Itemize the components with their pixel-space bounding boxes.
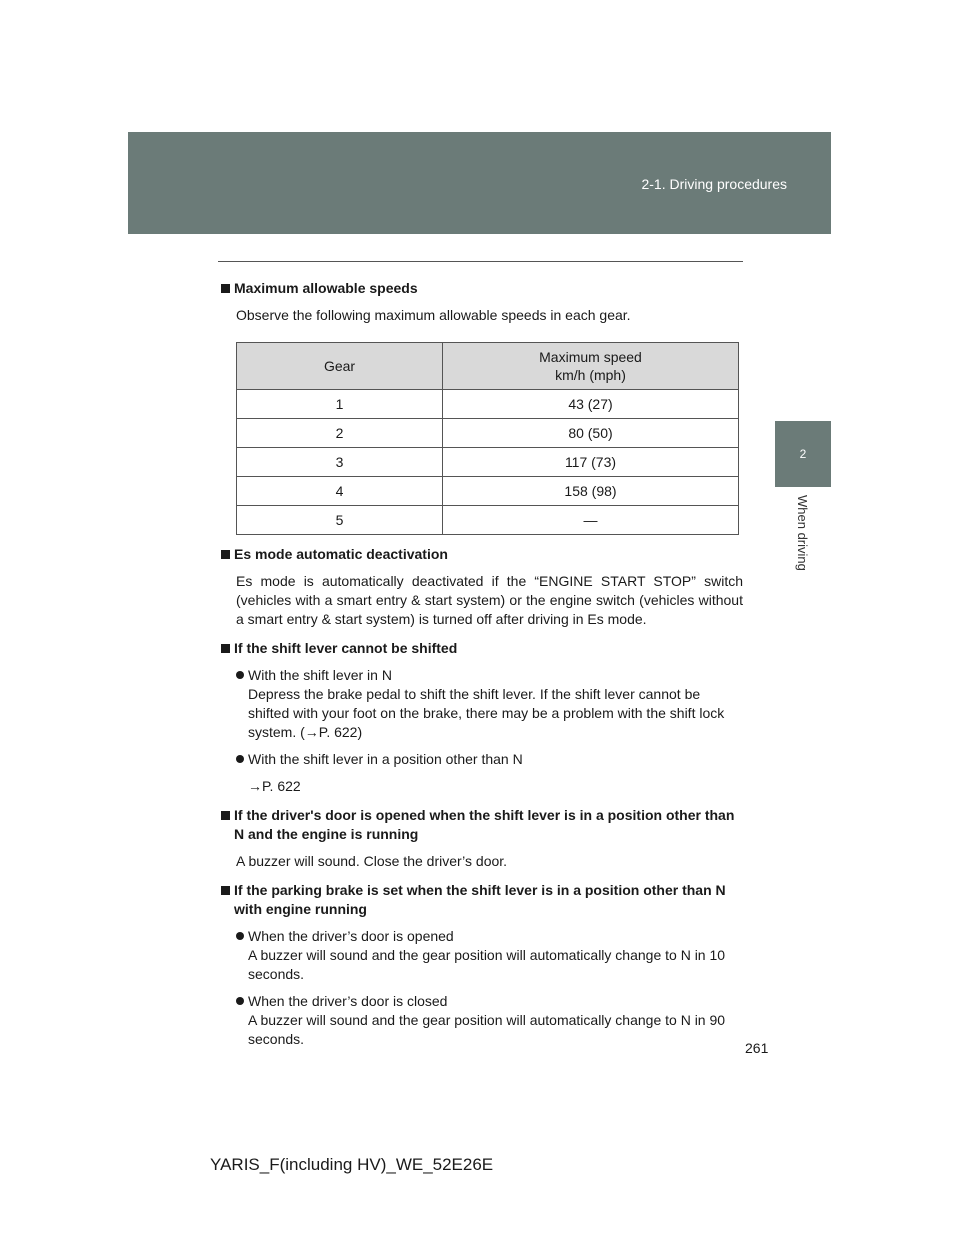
- table-cell-gear: 2: [237, 419, 443, 448]
- section-title-shift-lever: If the shift lever cannot be shifted: [218, 639, 743, 658]
- round-bullet-icon: [236, 755, 244, 763]
- table-row: [237, 390, 739, 419]
- section-title-driver-door: If the driver's door is opened when the shift lever is in a position other than N and the engine is running: [218, 806, 743, 844]
- bullet-title: When the driver’s door is opened: [248, 928, 454, 944]
- bullet-title: When the driver’s door is closed: [248, 993, 448, 1009]
- max-speeds-text: Observe the following maximum allowable speeds in each gear.: [236, 307, 631, 323]
- es-mode-text: Es mode is automatically deactivated if the “ENGINE START STOP” switch (vehicles with a smart entry & start system) or the engine switch (vehicles without a smart entry & start system) is turned off after driving in Es mode.: [236, 573, 743, 627]
- bullet-title: With the shift lever in N: [248, 667, 392, 683]
- table-cell-speed: —: [443, 506, 739, 535]
- table-cell-gear: 3: [237, 448, 443, 477]
- page-reference-link[interactable]: →P. 622: [248, 778, 301, 794]
- bullet-text: A buzzer will sound and the gear position will automatically change to N in 10 seconds.: [248, 947, 726, 982]
- page-content: [218, 279, 743, 1049]
- list-item: [236, 927, 743, 984]
- max-speed-table: [236, 342, 739, 535]
- table-cell-speed: 117 (73): [443, 448, 739, 477]
- table-header-row: [237, 343, 739, 390]
- header-band: [128, 132, 831, 234]
- table-row: [237, 419, 739, 448]
- list-item: [236, 750, 743, 769]
- table-header-speed-line1: Maximum speed: [539, 349, 642, 365]
- table-row: [237, 477, 739, 506]
- table-cell-gear: 4: [237, 477, 443, 506]
- driver-door-text: A buzzer will sound. Close the driver’s door.: [236, 853, 508, 869]
- chapter-tab: [775, 421, 831, 487]
- square-bullet-icon: [221, 284, 230, 293]
- section-title-es-mode: Es mode automatic deactivation: [218, 545, 743, 564]
- section-title-parking-brake: If the parking brake is set when the shift lever is in a position other than N with engine running: [218, 881, 743, 919]
- bullet-title: With the shift lever in a position other than N: [248, 751, 523, 767]
- square-bullet-icon: [221, 644, 230, 653]
- bullet-text: A buzzer will sound and the gear position will automatically change to N in 90 seconds.: [248, 1012, 726, 1047]
- table-cell-gear: 1: [237, 390, 443, 419]
- section-header-title: 2-1. Driving procedures: [641, 176, 787, 192]
- table-cell-gear: 5: [237, 506, 443, 535]
- table-row: [237, 448, 739, 477]
- square-bullet-icon: [221, 886, 230, 895]
- section-title-max-speeds: Maximum allowable speeds: [218, 279, 743, 298]
- table-header-speed-line2: km/h (mph): [555, 367, 626, 383]
- chapter-label: When driving: [795, 495, 810, 571]
- page-number: 261: [745, 1040, 769, 1056]
- table-header-gear: Gear: [237, 343, 443, 390]
- table-cell-speed: 43 (27): [443, 390, 739, 419]
- table-header-speed: [443, 343, 739, 390]
- table-row: [237, 506, 739, 535]
- top-rule: [218, 261, 743, 262]
- round-bullet-icon: [236, 932, 244, 940]
- chapter-number: 2: [799, 447, 807, 461]
- table-cell-speed: 158 (98): [443, 477, 739, 506]
- round-bullet-icon: [236, 671, 244, 679]
- list-item: [236, 992, 743, 1049]
- list-item: [236, 666, 743, 742]
- table-cell-speed: 80 (50): [443, 419, 739, 448]
- round-bullet-icon: [236, 997, 244, 1005]
- square-bullet-icon: [221, 811, 230, 820]
- bullet-text: Depress the brake pedal to shift the shift lever. If the shift lever cannot be shifted with your foot on the brake, there may be a problem with the shift lock system. (→P. 622): [248, 686, 725, 740]
- square-bullet-icon: [221, 550, 230, 559]
- footer-document-code: YARIS_F(including HV)_WE_52E26E: [210, 1155, 494, 1174]
